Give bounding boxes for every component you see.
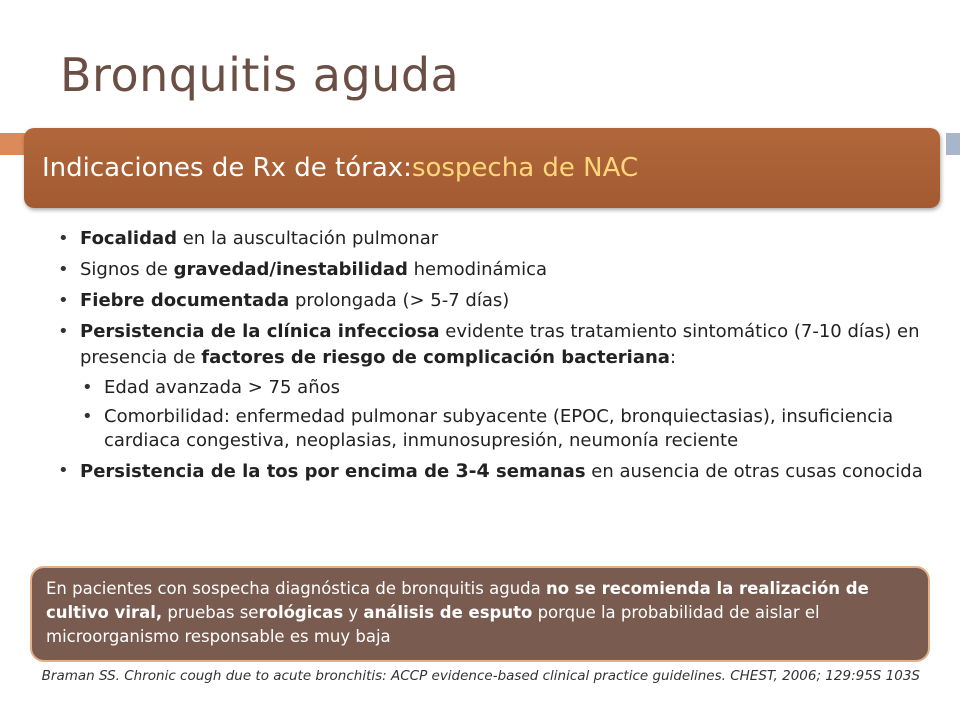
bullet-gravedad-text: hemodinámica — [407, 259, 547, 280]
bullet-tos-bold: Persistencia de la tos por encima de — [80, 461, 456, 482]
bullet-tos-semanas: semanas — [489, 461, 586, 482]
bullet-persistencia-clinica — [58, 319, 928, 453]
recommendation-box — [30, 566, 930, 662]
note-text-3: y — [343, 603, 364, 622]
note-bold-1: no se recomienda la realización de cultivo viral, — [46, 579, 869, 622]
note-bold-2: rológicas — [258, 603, 344, 622]
banner-text: Indicaciones de Rx de tórax: — [42, 153, 412, 183]
bullet-gravedad — [58, 257, 928, 283]
bullet-gravedad-pre: Signos de — [80, 259, 174, 280]
bullet-persistencia-end: : — [669, 347, 677, 368]
section-banner — [24, 128, 940, 208]
note-text-4: porque la probabilidad de aislar el microorganismo responsable es muy baja — [46, 603, 820, 646]
bullet-tos-weeks: 3-4 — [455, 460, 490, 482]
bullet-persistencia-text: evidente tras tratamiento sintomático (7-10 días) en presencia de — [80, 321, 920, 368]
bullet-persistencia-tos — [58, 458, 928, 485]
note-bold-3: análisis de esputo — [363, 603, 533, 622]
indications-list — [58, 226, 928, 490]
bullet-fiebre — [58, 288, 928, 314]
bullet-gravedad-bold: gravedad/inestabilidad — [173, 259, 408, 280]
bullet-tos-text: en ausencia de otras cusas conocida — [585, 461, 923, 482]
banner-highlight: sospecha de NAC — [411, 153, 639, 183]
risk-factors-list — [80, 376, 928, 453]
note-text-1: En pacientes con sospecha diagnóstica de bronquitis aguda — [46, 579, 546, 598]
bullet-focalidad-bold: Focalidad — [80, 228, 178, 249]
bullet-focalidad — [58, 226, 928, 252]
citation: Braman SS. Chronic cough due to acute bronchitis: ACCP evidence-based clinical practice guidelines. CHEST, 2006; 129:95S 103S — [41, 668, 920, 684]
slide-title: Bronquitis aguda — [60, 48, 460, 102]
bullet-riesgo-bold: factores de riesgo de complicación bacteriana — [201, 347, 670, 368]
bullet-fiebre-bold: Fiebre documentada — [80, 290, 290, 311]
note-text-2: pruebas se — [162, 603, 259, 622]
bullet-focalidad-text: en la auscultación pulmonar — [177, 228, 439, 249]
sub-bullet-comorbilidad: • Comorbilidad: enfermedad pulmonar subyacente (EPOC, bronquiectasias), insuficiencia cardiaca congestiva, neoplasias, inmunosupresión, neumonía reciente — [80, 405, 928, 453]
right-accent-bar — [946, 133, 960, 155]
bullet-fiebre-text: prolongada (> 5-7 días) — [289, 290, 510, 311]
bullet-persistencia-bold: Persistencia de la clínica infecciosa — [80, 321, 440, 342]
sub-bullet-edad: • Edad avanzada > 75 años — [80, 376, 928, 400]
